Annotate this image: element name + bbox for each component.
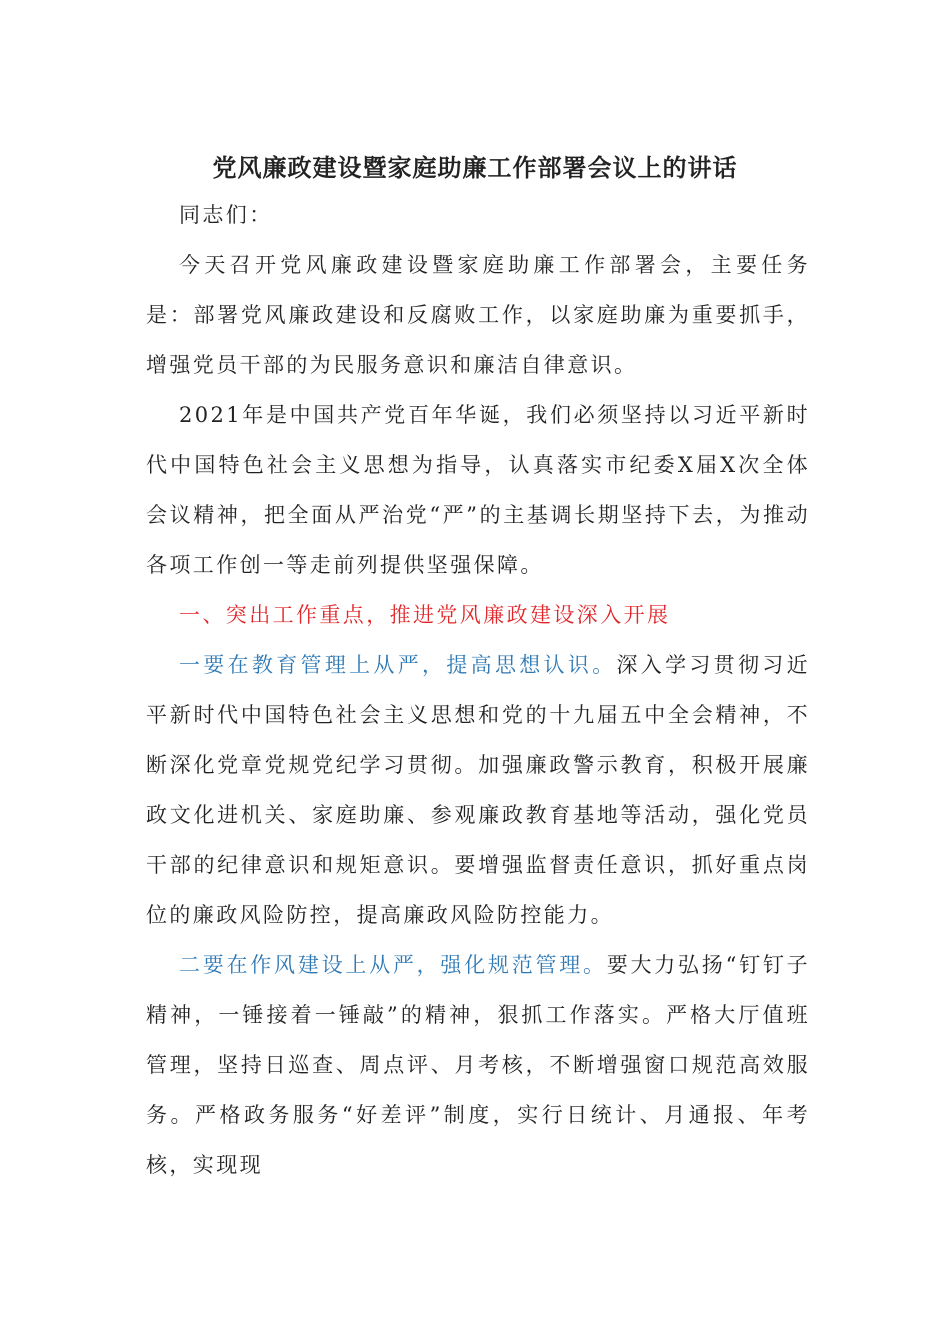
point-one-paragraph: [146, 640, 810, 940]
document-title: 党风廉政建设暨家庭助廉工作部署会议上的讲话: [212, 153, 738, 182]
point-one-text: 深入学习贯彻习近平新时代中国特色社会主义思想和党的十九届五中全会精神，不断深化党章党规党纪学习贯彻。加强廉政警示教育，积极开展廉政文化进机关、家庭助廉、参观廉政教育基地等活动，强化党员干部的纪律意识和规矩意识。要增强监督责任意识，抓好重点岗位的廉政风险防控，提高廉政风险防控能力。: [146, 653, 810, 927]
salutation: 同志们：: [179, 203, 273, 227]
point-two-lead: 二要在作风建设上从严，强化规范管理。: [179, 953, 607, 977]
paragraph-intro: 今天召开党风廉政建设暨家庭助廉工作部署会，主要任务是：部署党风廉政建设和反腐败工作，以家庭助廉为重要抓手，增强党员干部的为民服务意识和廉洁自律意识。: [146, 253, 810, 377]
point-one-lead: 一要在教育管理上从严，提高思想认识。: [179, 653, 617, 677]
point-two-paragraph: [146, 940, 810, 1190]
point-two-text: 要大力弘扬“钉钉子精神，一锤接着一锤敲”的精神，狠抓工作落实。严格大厅值班管理，坚持日巡查、周点评、月考核，不断增强窗口规范高效服务。严格政务服务“好差评”制度，实行日统计、月通报、年考核，实现现: [146, 953, 810, 1177]
document-body: [146, 190, 810, 1190]
section-heading: 一、突出工作重点，推进党风廉政建设深入开展: [179, 603, 671, 627]
paragraph-context: 2021年是中国共产党百年华诞，我们必须坚持以习近平新时代中国特色社会主义思想为指导，认真落实市纪委X届X次全体会议精神，把全面从严治党“严”的主基调长期坚持下去，为推动各项工作创一等走前列提供坚强保障。: [146, 403, 810, 577]
